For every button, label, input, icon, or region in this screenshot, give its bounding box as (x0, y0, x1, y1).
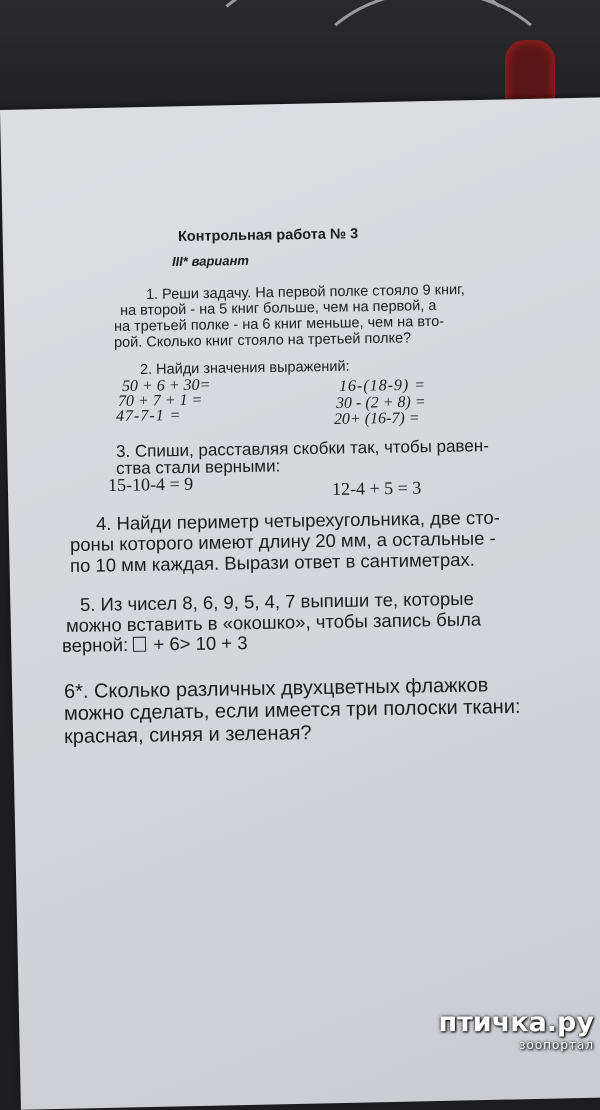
task6-line: красная, синяя и зеленая? (63, 722, 312, 748)
task5-prefix: верной: (61, 633, 129, 656)
task5-line: можно вставить в «окошко», чтобы запись была (65, 608, 482, 636)
watermark-logo: птичка.ру (438, 1007, 594, 1038)
task2-expression: 20+ (16-7) = (333, 409, 420, 428)
task2-expression: 50 + 6 + 30= (121, 376, 211, 395)
task4-line: 4. Найди периметр четырехугольника, две сто- (95, 506, 500, 534)
task1-line: 1. Реши задачу. На первой полке стояло 9 книг, (145, 281, 465, 303)
variant-label: III* вариант (171, 252, 250, 269)
task1-line: на третьей полке - на 6 книг меньше, чем на вто- (113, 313, 445, 335)
task5-line: 5. Из чисел 8, 6, 9, 5, 4, 7 выпиши те, которые (79, 587, 474, 615)
task2-expression: 30 - (2 + 8) = (335, 393, 426, 412)
task4-line: по 10 мм каждая. Вырази ответ в сантиметрах. (69, 548, 475, 576)
task1-line: рой. Сколько книг стояло на третьей полке? (113, 330, 412, 351)
task2-expression: 16-(18-9) = (338, 376, 427, 395)
task2-expression: 47-7-1 = (115, 406, 182, 425)
task3-equation: 12-4 + 5 = 3 (331, 477, 422, 499)
task3-line: ства стали верными: (115, 456, 281, 478)
watermark (439, 1008, 595, 1052)
task1-line: на второй - на 5 книг больше, чем на первой, а (119, 298, 437, 319)
blank-box-icon (133, 637, 146, 652)
task6-line: можно сделать, если имеется три полоски ткани: (63, 695, 521, 725)
watermark-subtitle: зоопортал (519, 1038, 594, 1052)
task3-line: 3. Спиши, расставляя скобки так, чтобы равен- (115, 436, 489, 461)
task4-line: роны которого имеют длину 20 мм, а остальные - (69, 527, 496, 555)
task2-expression: 70 + 7 + 1 = (117, 391, 203, 410)
task6-line: 6*. Сколько различных двухцветных флажков (63, 674, 489, 703)
task3-equation: 15-10-4 = 9 (107, 473, 194, 495)
task5-suffix: + 6> 10 + 3 (153, 632, 248, 655)
task2-heading: 2. Найди значения выражений: (139, 358, 350, 378)
worksheet-title: Контрольная работа № 3 (177, 226, 359, 245)
task5-line (62, 634, 248, 655)
